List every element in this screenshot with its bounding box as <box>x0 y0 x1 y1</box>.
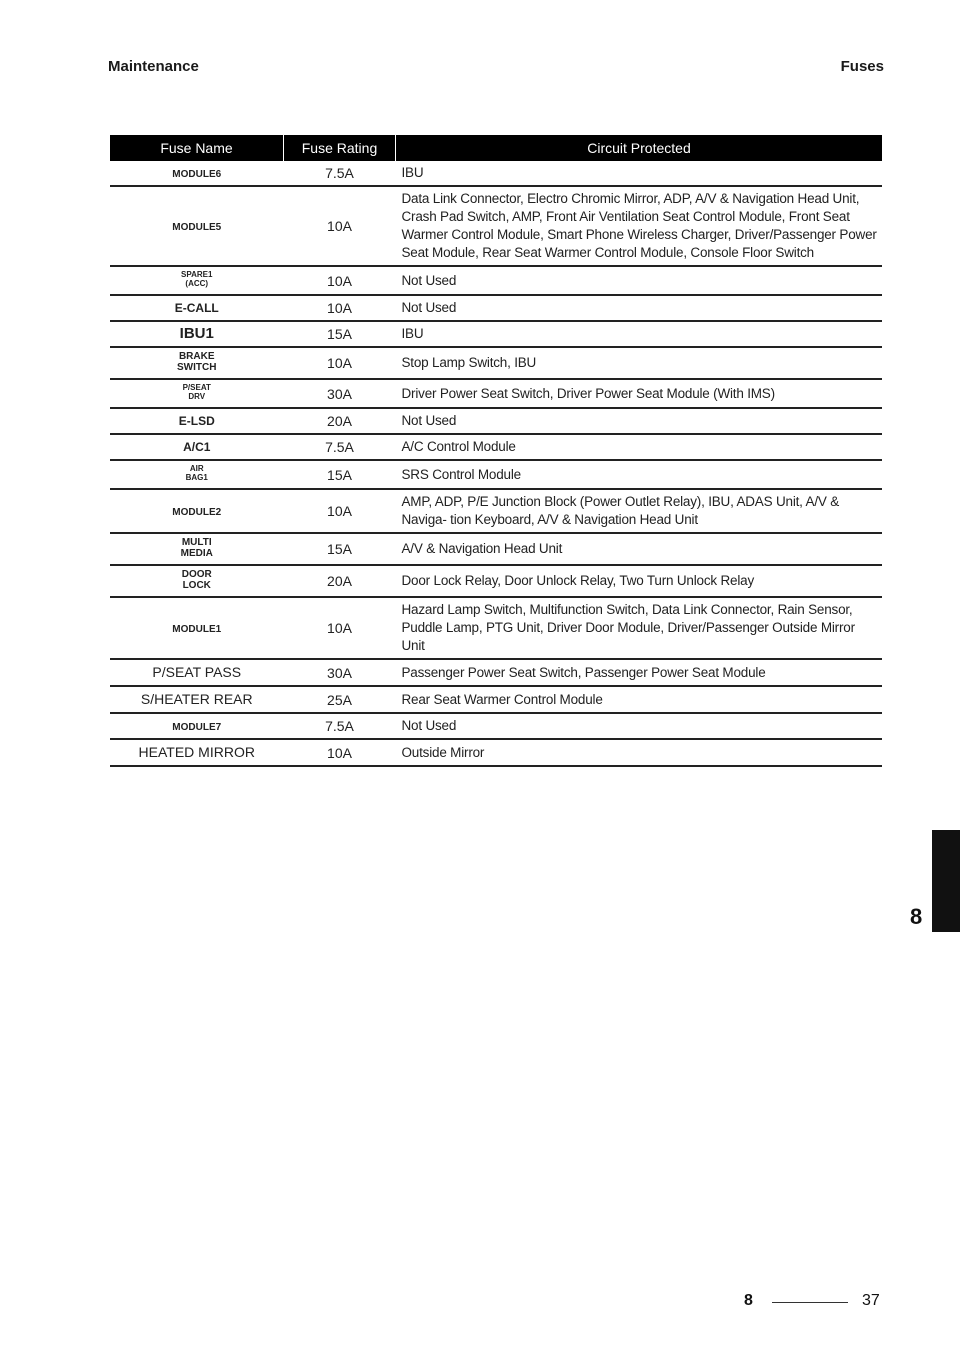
fuse-name-line: MODULE5 <box>172 222 222 233</box>
fuse-name-cell <box>110 186 284 266</box>
fuse-name-cell <box>110 739 284 766</box>
footer-divider <box>772 1302 848 1303</box>
page-topic: Fuses <box>840 58 884 75</box>
fuse-rating-cell: 15A <box>284 460 396 489</box>
fuse-name-label <box>172 722 221 733</box>
circuit-protected-cell: Hazard Lamp Switch, Multifunction Switch, Data Link Connector, Rain Sensor, Puddle Lamp, PTG Unit, Driver Door Module, Driver/Passenger Outside Mirror Unit <box>396 597 883 659</box>
circuit-protected-cell: Outside Mirror <box>396 739 883 766</box>
fuse-name-line: MODULE6 <box>172 169 222 180</box>
circuit-protected-cell: AMP, ADP, P/E Junction Block (Power Outlet Relay), IBU, ADAS Unit, A/V & Naviga- tion Keyboard, A/V & Navigation Head Unit <box>396 489 883 533</box>
fuse-name-line: SWITCH <box>177 362 217 373</box>
fuse-name-label <box>181 537 213 559</box>
fuse-name-cell <box>110 295 284 321</box>
fuse-table <box>110 135 882 767</box>
table-row <box>110 460 882 489</box>
fuse-table-body <box>110 161 882 766</box>
chapter-side-tab-number: 8 <box>910 904 923 929</box>
fuse-name-line: MEDIA <box>180 548 213 559</box>
table-row <box>110 379 882 408</box>
fuse-name-line: E-CALL <box>174 301 219 315</box>
fuse-name-label <box>186 464 208 482</box>
table-row <box>110 347 882 379</box>
table-row <box>110 597 882 659</box>
fuse-rating-cell: 20A <box>284 408 396 434</box>
fuse-name-line: BRAKE <box>178 351 215 362</box>
fuse-rating-cell: 30A <box>284 659 396 686</box>
circuit-protected-cell: Not Used <box>396 408 883 434</box>
fuse-name-cell <box>110 713 284 739</box>
table-row <box>110 713 882 739</box>
fuse-name-label <box>182 569 212 591</box>
fuse-name-line: (ACC) <box>185 279 209 288</box>
footer-page-number: 37 <box>862 1292 880 1309</box>
column-header-circuit: Circuit Protected <box>396 135 883 161</box>
fuse-name-label <box>172 624 221 635</box>
fuse-name-line: E-LSD <box>178 414 215 428</box>
fuse-name-cell <box>110 434 284 460</box>
fuse-name-line: S/HEATER REAR <box>140 691 253 707</box>
fuse-rating-cell: 10A <box>284 597 396 659</box>
fuse-name-cell <box>110 659 284 686</box>
fuse-name-cell <box>110 266 284 295</box>
circuit-protected-cell: IBU <box>396 321 883 347</box>
table-row <box>110 739 882 766</box>
fuse-rating-cell: 20A <box>284 565 396 597</box>
fuse-name-line: MODULE2 <box>172 507 222 518</box>
fuse-name-cell <box>110 597 284 659</box>
fuse-name-label <box>179 412 215 430</box>
fuse-name-label <box>172 507 221 518</box>
circuit-protected-cell: Stop Lamp Switch, IBU <box>396 347 883 379</box>
table-row <box>110 533 882 565</box>
fuse-name-line: MODULE7 <box>172 722 222 733</box>
fuse-name-label <box>177 351 216 373</box>
section-title: Maintenance <box>108 58 199 75</box>
column-header-fuse-rating: Fuse Rating <box>284 135 396 161</box>
fuse-name-line: IBU1 <box>179 325 214 342</box>
fuse-name-line: MODULE1 <box>172 624 222 635</box>
fuse-name-label <box>152 663 241 681</box>
fuse-name-cell <box>110 533 284 565</box>
fuse-rating-cell: 25A <box>284 686 396 713</box>
table-header-row <box>110 135 882 161</box>
table-row <box>110 565 882 597</box>
fuse-name-cell <box>110 565 284 597</box>
circuit-protected-cell: Door Lock Relay, Door Unlock Relay, Two Turn Unlock Relay <box>396 565 883 597</box>
fuse-name-label <box>181 270 212 288</box>
table-row <box>110 186 882 266</box>
fuse-rating-cell: 10A <box>284 739 396 766</box>
fuse-rating-cell: 7.5A <box>284 161 396 186</box>
fuse-name-cell <box>110 489 284 533</box>
table-row <box>110 434 882 460</box>
fuse-rating-cell: 7.5A <box>284 713 396 739</box>
table-row <box>110 266 882 295</box>
table-row <box>110 659 882 686</box>
fuse-name-label <box>139 743 255 761</box>
fuse-rating-cell: 10A <box>284 347 396 379</box>
fuse-name-label <box>183 438 210 456</box>
circuit-protected-cell: SRS Control Module <box>396 460 883 489</box>
fuse-name-cell <box>110 686 284 713</box>
fuse-name-label <box>172 222 221 233</box>
footer-chapter-number: 8 <box>744 1292 753 1309</box>
fuse-rating-cell: 10A <box>284 295 396 321</box>
fuse-name-label <box>141 690 253 708</box>
fuse-name-cell <box>110 379 284 408</box>
fuse-rating-cell: 10A <box>284 186 396 266</box>
fuse-name-line: BAG1 <box>185 473 208 482</box>
fuse-name-cell <box>110 460 284 489</box>
fuse-rating-cell: 30A <box>284 379 396 408</box>
fuse-name-label <box>175 299 219 317</box>
chapter-side-tab <box>932 830 960 932</box>
fuse-rating-cell: 15A <box>284 533 396 565</box>
table-row <box>110 408 882 434</box>
circuit-protected-cell: A/C Control Module <box>396 434 883 460</box>
circuit-protected-cell: IBU <box>396 161 883 186</box>
fuse-name-cell <box>110 347 284 379</box>
circuit-protected-cell: Data Link Connector, Electro Chromic Mirror, ADP, A/V & Navigation Head Unit, Crash Pad Switch, AMP, Front Air Ventilation Seat Control Module, Front Seat Warmer Control Module, Smart Phone Wireless Charger, Driver/Passenger Power Seat Module, Rear Seat Warmer Control Module, Console Floor Switch <box>396 186 883 266</box>
fuse-name-label <box>183 383 211 401</box>
circuit-protected-cell: Driver Power Seat Switch, Driver Power Seat Module (With IMS) <box>396 379 883 408</box>
fuse-name-line: LOCK <box>182 580 211 591</box>
fuse-name-line: HEATED MIRROR <box>138 744 255 760</box>
circuit-protected-cell: Not Used <box>396 295 883 321</box>
fuse-name-line: A/C1 <box>183 440 211 454</box>
fuse-rating-cell: 10A <box>284 266 396 295</box>
fuse-rating-cell: 7.5A <box>284 434 396 460</box>
fuse-rating-cell: 10A <box>284 489 396 533</box>
table-row <box>110 161 882 186</box>
circuit-protected-cell: Not Used <box>396 713 883 739</box>
table-row <box>110 489 882 533</box>
table-row <box>110 295 882 321</box>
fuse-rating-cell: 15A <box>284 321 396 347</box>
circuit-protected-cell: Rear Seat Warmer Control Module <box>396 686 883 713</box>
fuse-name-line: P/SEAT PASS <box>152 664 242 680</box>
fuse-name-line: DRV <box>188 392 206 401</box>
fuse-name-cell <box>110 321 284 347</box>
fuse-name-line: AIR <box>189 464 204 473</box>
fuse-name-line: SPARE1 <box>181 270 213 279</box>
fuse-name-label <box>172 169 221 180</box>
fuse-name-cell <box>110 161 284 186</box>
fuse-name-line: DOOR <box>181 569 212 580</box>
column-header-fuse-name: Fuse Name <box>110 135 284 161</box>
table-row <box>110 686 882 713</box>
circuit-protected-cell: Not Used <box>396 266 883 295</box>
fuse-name-line: P/SEAT <box>182 383 211 392</box>
fuse-name-cell <box>110 408 284 434</box>
table-row <box>110 321 882 347</box>
circuit-protected-cell: Passenger Power Seat Switch, Passenger Power Seat Module <box>396 659 883 686</box>
circuit-protected-cell: A/V & Navigation Head Unit <box>396 533 883 565</box>
fuse-name-line: MULTI <box>181 537 212 548</box>
fuse-name-label <box>180 325 214 343</box>
